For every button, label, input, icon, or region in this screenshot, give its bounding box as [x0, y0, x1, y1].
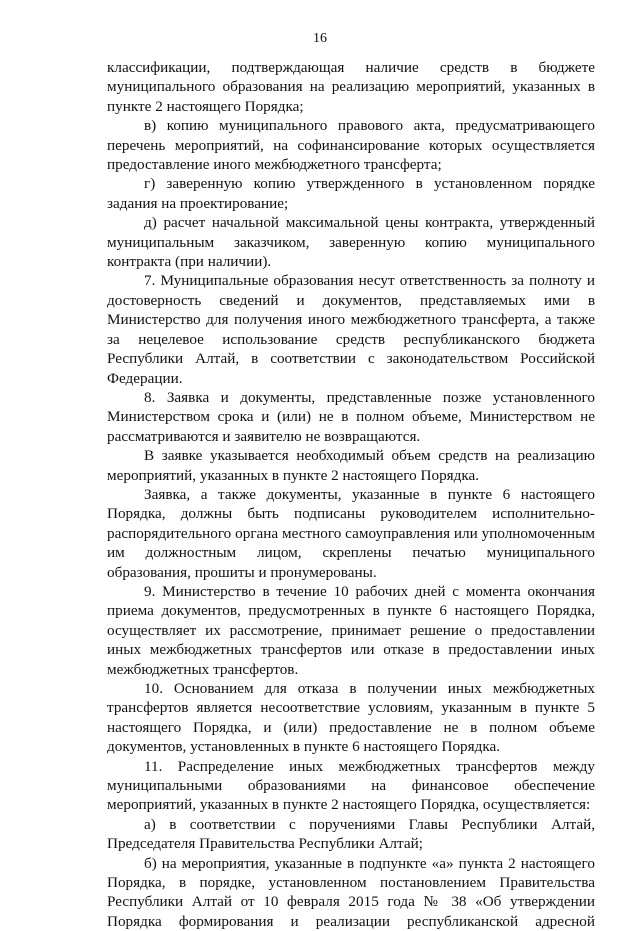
- paragraph-funds-confirmation: классификации, подтверждающая наличие средств в бюджете муниципального образования на реализацию мероприятий, указанных в пункте 2 настоящего Порядка;: [107, 59, 595, 115]
- paragraph-item-d: д) расчет начальной максимальной цены контракта, утвержденный муниципальным заказчиком, заверенную копию муниципального контракта (при наличии).: [107, 214, 595, 271]
- paragraph-8: 8. Заявка и документы, представленные позже установленного Министерством срока и (или) не в полном объеме, Министерством не рассматриваются и заявителю не возвращаются.: [107, 388, 595, 445]
- paragraph-11-item-b: б) на мероприятия, указанные в подпункте «а» пункта 2 настоящего Порядка, в порядке, установленном постановлением Правительства Республики Алтай от 10 февраля 2015 года № 38 «Об утверждении Порядка формирования и реализации республиканской адресной: [107, 854, 595, 930]
- paragraph-application-volume: В заявке указывается необходимый объем средств на реализацию мероприятий, указанных в пункте 2 настоящего Порядка.: [107, 447, 595, 484]
- paragraph-10: 10. Основанием для отказа в получении иных межбюджетных трансфертов является несоответствие условиям, указанным в пункте 5 настоящего Порядка, и (или) предоставление не в полном объеме документов, установленных в пункте 6 настоящего Порядка.: [107, 680, 595, 756]
- paragraph-9: 9. Министерство в течение 10 рабочих дней с момента окончания приема документов, предусмотренных в пункте 6 настоящего Порядка, осуществляет их рассмотрение, принимает решение о предоставлении иных межбюджетных трансфертов или отказе в предоставлении иных межбюджетных трансфертов.: [107, 582, 595, 678]
- paragraph-item-v: в) копию муниципального правового акта, предусматривающего перечень мероприятий, на софинансирование которых осуществляется предоставление иного межбюджетного трансферта;: [107, 117, 595, 174]
- paragraph-application-signature: Заявка, а также документы, указанные в пункте 6 настоящего Порядка, должны быть подписаны руководителем исполнительно-распорядительного органа местного самоуправления или уполномоченным им должностным лицом, скреплены печатью муниципального образования, прошиты и пронумерованы.: [107, 485, 595, 581]
- paragraph-11-item-a: а) в соответствии с поручениями Главы Республики Алтай, Председателя Правительства Республики Алтай;: [107, 815, 595, 853]
- paragraph-item-g: г) заверенную копию утвержденного в установленном порядке задания на проектирование;: [107, 175, 595, 212]
- page-number: 16: [313, 31, 327, 46]
- paragraph-11: 11. Распределение иных межбюджетных трансфертов между муниципальными образованиями на финансовое обеспечение мероприятий, указанных в пункте 2 настоящего Порядка, осуществляется:: [107, 757, 595, 814]
- paragraph-7: 7. Муниципальные образования несут ответственность за полноту и достоверность сведений и документов, представляемых ими в Министерство для получения иного межбюджетного трансферта, а также за нецелевое использование средств республиканского бюджета Республики Алтай, в соответствии с законодательством Российской Федерации.: [107, 272, 595, 387]
- document-body: [107, 58, 595, 931]
